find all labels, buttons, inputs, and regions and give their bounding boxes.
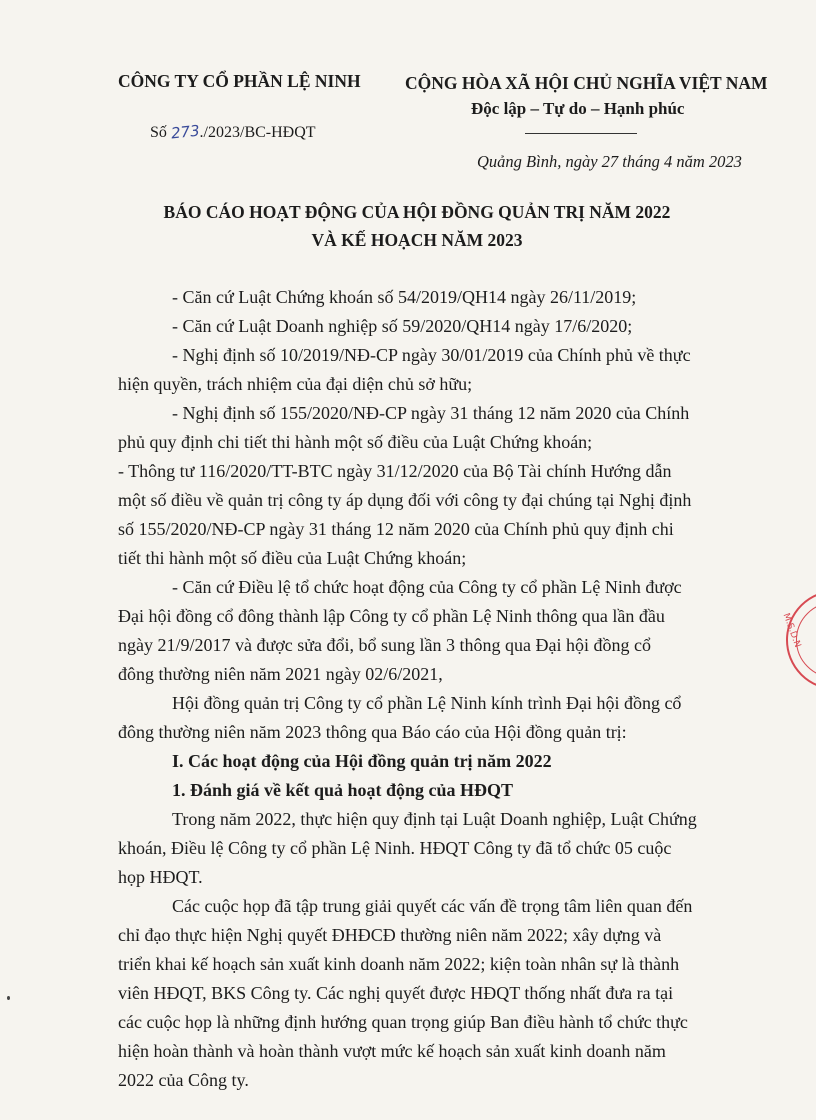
- report-title-line-1: BÁO CÁO HOẠT ĐỘNG CỦA HỘI ĐỒNG QUẢN TRỊ NĂM 2022: [163, 202, 671, 222]
- body-line: Các cuộc họp đã tập trung giải quyết các vấn đề trọng tâm liên quan đến: [172, 896, 693, 916]
- body-line: khoán, Điều lệ Công ty cổ phần Lệ Ninh. HĐQT Công ty đã tổ chức 05 cuộc: [118, 838, 672, 858]
- body-line: 2022 của Công ty.: [118, 1070, 249, 1090]
- document-number: [150, 123, 316, 142]
- body-line: chỉ đạo thực hiện Nghị quyết ĐHĐCĐ thường niên năm 2022; xây dựng và: [118, 925, 662, 945]
- motto-underline: [525, 133, 637, 134]
- docno-handwritten: 273: [170, 121, 201, 143]
- body-line: - Thông tư 116/2020/TT-BTC ngày 31/12/2020 của Bộ Tài chính Hướng dẫn: [118, 461, 672, 481]
- body-line: Trong năm 2022, thực hiện quy định tại Luật Doanh nghiệp, Luật Chứng: [172, 809, 697, 829]
- body-line: hiện quyền, trách nhiệm của đại diện chủ sở hữu;: [118, 374, 473, 394]
- body-line: Đại hội đồng cổ đông thành lập Công ty cổ phần Lệ Ninh thông qua lần đầu: [118, 606, 665, 626]
- body-line: hiện hoàn thành và hoàn thành vượt mức kế hoạch sản xuất kinh doanh năm: [118, 1041, 666, 1061]
- body-line: tiết thi hành một số điều của Luật Chứng khoán;: [118, 548, 467, 568]
- body-line: số 155/2020/NĐ-CP ngày 31 tháng 12 năm 2020 của Chính phủ quy định chi: [118, 519, 674, 539]
- national-title: CỘNG HÒA XÃ HỘI CHỦ NGHĨA VIỆT NAM: [405, 73, 768, 93]
- body-line: - Căn cứ Điều lệ tổ chức hoạt động của Công ty cổ phần Lệ Ninh được: [172, 577, 682, 597]
- body-line: phủ quy định chi tiết thi hành một số điều của Luật Chứng khoán;: [118, 432, 593, 452]
- body-line: các cuộc họp là những định hướng quan trọng giúp Ban điều hành tổ chức thực: [118, 1012, 688, 1032]
- section-heading: I. Các hoạt động của Hội đồng quản trị năm 2022: [172, 751, 552, 771]
- body-line: - Nghị định số 155/2020/NĐ-CP ngày 31 tháng 12 năm 2020 của Chính: [172, 403, 690, 423]
- company-seal-text: M.S.D.N: [780, 612, 803, 649]
- national-motto: Độc lập – Tự do – Hạnh phúc: [471, 99, 685, 118]
- body-line: triển khai kế hoạch sản xuất kinh doanh năm 2022; kiện toàn nhân sự là thành: [118, 954, 680, 974]
- place-date: Quảng Bình, ngày 27 tháng 4 năm 2023: [477, 152, 742, 171]
- body-line: ngày 21/9/2017 và được sửa đổi, bổ sung lần 3 thông qua Đại hội đồng cổ: [118, 635, 651, 655]
- body-line: Hội đồng quản trị Công ty cổ phần Lệ Ninh kính trình Đại hội đồng cổ: [172, 693, 682, 713]
- docno-prefix: Số: [150, 124, 171, 141]
- body-line: - Nghị định số 10/2019/NĐ-CP ngày 30/01/2019 của Chính phủ về thực: [172, 345, 691, 365]
- body-line: - Căn cứ Luật Doanh nghiệp số 59/2020/QH14 ngày 17/6/2020;: [172, 316, 633, 336]
- report-title-line-2: VÀ KẾ HOẠCH NĂM 2023: [311, 230, 523, 250]
- body-line: một số điều về quản trị công ty áp dụng đối với công ty đại chúng tại Nghị định: [118, 490, 692, 510]
- body-line: họp HĐQT.: [118, 867, 203, 887]
- body-line: đông thường niên năm 2021 ngày 02/6/2021,: [118, 664, 443, 684]
- company-name: CÔNG TY CỔ PHẦN LỆ NINH: [118, 71, 361, 91]
- body-line: viên HĐQT, BKS Công ty. Các nghị quyết được HĐQT thống nhất đưa ra tại: [118, 983, 674, 1003]
- docno-suffix: ./2023/BC-HĐQT: [199, 124, 316, 141]
- subsection-heading: 1. Đánh giá về kết quả hoạt động của HĐQT: [172, 780, 514, 800]
- body-line: - Căn cứ Luật Chứng khoán số 54/2019/QH14 ngày 26/11/2019;: [172, 287, 637, 307]
- scan-speck: [7, 996, 10, 1000]
- body-line: đông thường niên năm 2023 thông qua Báo cáo của Hội đồng quản trị:: [118, 722, 627, 742]
